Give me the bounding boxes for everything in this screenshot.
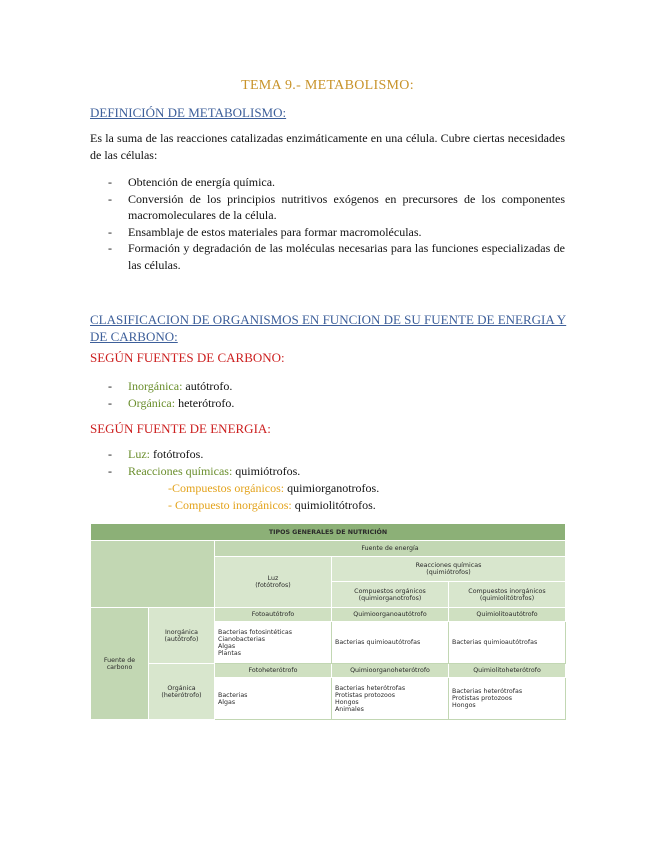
carbon-sources-list	[90, 378, 565, 411]
chemoorganoheterotroph-label: Quimioorganoheterótrofo	[332, 664, 449, 678]
item-label: Luz:	[128, 447, 150, 461]
classification-heading: CLASIFICACION DE ORGANISMOS EN FUNCION DE SU FUENTE DE ENERGIA Y DE CARBONO:	[90, 312, 567, 344]
definition-heading: DEFINICIÓN DE METABOLISMO:	[90, 105, 287, 120]
subitem-label: -Compuestos orgánicos:	[168, 481, 285, 495]
item-value: quimiótrofos.	[232, 463, 301, 478]
organic-compounds-header: Compuestos orgánicos (quimiorganotrofos)	[332, 582, 449, 608]
table-cell: Bacterias quimioautótrofas	[449, 622, 566, 664]
item-label: Reacciones químicas:	[128, 463, 233, 478]
list-item: - Obtención de energía química.	[90, 174, 565, 191]
table-cell: Bacterias fotosintéticas Cianobacterias Algas Plantas	[215, 622, 332, 664]
subitem-value: quimiorganotrofos.	[284, 481, 380, 495]
list-item	[90, 378, 565, 395]
table-cell: Bacterias quimioautótrofas	[332, 622, 449, 664]
table-cell: Bacterias heterótrofas Protistas protozoos Hongos	[449, 678, 566, 720]
list-item: - Conversión de los principios nutritivos exógenos en precursores de los componentes macromoleculares de la célula.	[90, 191, 565, 224]
energy-subitem	[168, 497, 376, 514]
energy-sources-heading: SEGÚN FUENTE DE ENERGIA:	[90, 421, 271, 436]
definition-paragraph: Es la suma de las reacciones catalizadas enzimáticamente en una célula. Cubre ciertas necesidades de las células:	[90, 131, 565, 162]
organic-row-header: Orgánica (heterótrofo)	[149, 664, 215, 720]
page-title: TEMA 9.- METABOLISMO:	[241, 78, 414, 93]
item-label: Orgánica:	[128, 395, 176, 410]
light-header: Luz (fotótrofos)	[215, 557, 332, 608]
subitem-value: quimiolitótrofos.	[291, 498, 376, 512]
item-value: autótrofo.	[182, 379, 233, 393]
table-cell: Bacterias heterótrofas Protistas protozoos Hongos Animales	[332, 678, 449, 720]
table-title: TIPOS GENERALES DE NUTRICIÓN	[91, 524, 566, 541]
list-item: - Formación y degradación de las moléculas necesarias para las funciones especializadas de las células.	[90, 240, 565, 273]
table-cell: Bacterias Algas	[215, 678, 332, 720]
chemical-reactions-header: Reacciones químicas (quimiótrofos)	[332, 557, 566, 582]
list-item	[90, 463, 565, 480]
energy-source-header: Fuente de energía	[215, 541, 566, 557]
chemolithoheterotroph-label: Quimiolitoheterótrofo	[449, 664, 566, 678]
needs-list	[90, 174, 565, 273]
photoheterotroph-label: Fotoheterótrofo	[215, 664, 332, 678]
list-item: - Ensamblaje de estos materiales para formar macromoléculas.	[90, 224, 565, 241]
chemoorganoautotroph-label: Quimioorganoautótrofo	[332, 608, 449, 622]
item-value: heterótrofo.	[175, 395, 235, 410]
photoautotroph-label: Fotoautótrofo	[215, 608, 332, 622]
inorganic-compounds-header: Compuestos inorgánicos (quimiolitótrofos)	[449, 582, 566, 608]
nutrition-types-table	[90, 523, 566, 720]
item-value: fotótrofos.	[150, 447, 204, 461]
carbon-sources-heading: SEGÚN FUENTES DE CARBONO:	[90, 350, 285, 365]
energy-subitem	[168, 480, 379, 497]
list-item	[90, 395, 565, 412]
chemolithoautotroph-label: Quimiolitoautótrofo	[449, 608, 566, 622]
energy-sources-list	[90, 446, 565, 479]
list-item	[90, 446, 565, 463]
item-label: Inorgánica:	[128, 379, 183, 393]
subitem-label: - Compuesto inorgánicos:	[168, 498, 292, 512]
table-corner	[91, 541, 215, 608]
carbon-source-header: Fuente de carbono	[91, 608, 149, 720]
inorganic-row-header: Inorgánica (autótrofo)	[149, 608, 215, 664]
